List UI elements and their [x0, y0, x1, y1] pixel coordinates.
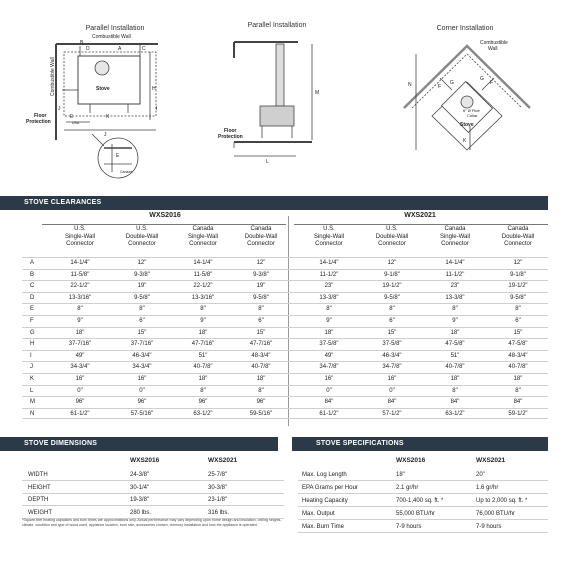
table-row	[298, 482, 548, 494]
table-row	[22, 373, 548, 385]
svg-text:Wall: Wall	[488, 46, 498, 52]
row-label: E	[30, 306, 35, 313]
row-label: DEPTH	[28, 497, 49, 503]
table-cell: 34-3/4"	[70, 364, 90, 371]
table-cell: 40-7/8"	[445, 364, 465, 371]
svg-text:G: G	[480, 76, 484, 82]
table-cell: 96"	[198, 399, 208, 406]
table-row	[22, 396, 548, 408]
col-header-canada-single: Canada Single-Wall Connector	[439, 226, 471, 248]
table-row	[22, 494, 284, 506]
row-label: A	[30, 260, 35, 266]
table-cell: 13-3/16"	[191, 294, 215, 301]
table-cell: 30-3/8"	[208, 484, 228, 491]
table-cell: 37-5/8"	[382, 341, 402, 348]
row-label: I	[30, 352, 32, 359]
table-cell: 84"	[450, 399, 460, 406]
table-cell: 40-7/8"	[193, 364, 213, 371]
svg-text:Combustible: Combustible	[480, 40, 508, 46]
table-cell: 8"	[389, 306, 395, 313]
table-cell: 51"	[450, 352, 460, 359]
table-cell: 48-3/4"	[508, 352, 528, 359]
table-cell: 8"	[200, 306, 206, 313]
table-cell: 84"	[324, 399, 334, 406]
svg-text:Combustible Wall: Combustible Wall	[92, 34, 131, 40]
table-row	[298, 469, 548, 481]
table-cell: 9-3/8"	[134, 271, 150, 278]
svg-text:E: E	[116, 153, 120, 159]
table-cell: 12"	[256, 260, 266, 266]
svg-text:Stove: Stove	[460, 122, 474, 128]
table-cell: 19-1/2"	[508, 283, 528, 290]
diagram-title-parallel-2: Parallel Installation	[247, 22, 307, 29]
table-cell: 8"	[77, 306, 83, 313]
table-cell: 16"	[75, 375, 85, 382]
table-cell: 19-1/2"	[382, 283, 402, 290]
table-cell: 23"	[450, 283, 460, 290]
table-cell: 49"	[75, 352, 85, 359]
row-label: B	[30, 271, 35, 278]
table-cell: 24-3/8"	[130, 472, 150, 478]
table-cell: 9-1/8"	[510, 271, 526, 278]
table-cell: 18"	[198, 329, 208, 336]
table-cell: 34-7/8"	[319, 364, 339, 371]
dimensions-model-wxs2016: WXS2016	[130, 457, 160, 464]
table-cell: 9-5/8"	[510, 294, 526, 301]
svg-text:N: N	[408, 82, 412, 88]
row-label: K	[30, 375, 35, 382]
table-cell: 8"	[258, 387, 264, 394]
model-label-wxs2016: WXS2016	[149, 212, 181, 219]
table-row	[22, 361, 548, 373]
table-row	[22, 338, 548, 350]
row-label: Heating Capacity	[302, 498, 348, 504]
table-cell: 59-1/2"	[508, 410, 528, 417]
table-row	[22, 350, 548, 362]
svg-text:J: J	[58, 106, 61, 112]
table-cell: 7-9 hours	[396, 524, 422, 530]
table-cell: 0"	[139, 387, 145, 394]
row-label: EPA Grams per Hour	[302, 485, 358, 491]
table-cell: 37-7/16"	[130, 341, 154, 348]
table-cell: 19-3/8"	[130, 497, 150, 503]
table-cell: 2.1 gr/hr	[396, 485, 419, 491]
table-cell: 1.6 gr/hr	[476, 485, 499, 491]
svg-text:Canada: Canada	[120, 170, 133, 174]
table-cell: 57-1/2"	[382, 410, 402, 417]
table-cell: 47-7/16"	[191, 341, 215, 348]
diagram-drawings	[0, 0, 570, 192]
table-cell: 9-1/8"	[384, 271, 400, 278]
table-row	[22, 507, 284, 519]
table-cell: 8"	[452, 306, 458, 313]
table-cell: 12"	[513, 260, 523, 266]
svg-text:USA: USA	[72, 121, 80, 125]
svg-text:6" Ø Flue: 6" Ø Flue	[463, 108, 480, 113]
table-cell: 8"	[515, 306, 521, 313]
table-cell: 8"	[200, 387, 206, 394]
svg-text:Protection: Protection	[26, 119, 51, 125]
table-cell: 63-1/2"	[445, 410, 465, 417]
row-label: N	[30, 410, 35, 417]
table-cell: 34-3/4"	[132, 364, 152, 371]
table-cell: 19"	[137, 283, 147, 290]
table-cell: 46-3/4"	[382, 352, 402, 359]
table-cell: 37-7/16"	[68, 341, 92, 348]
table-cell: 9-5/8"	[134, 294, 150, 301]
svg-text:B: B	[80, 40, 84, 46]
table-cell: 22-1/2"	[193, 283, 213, 290]
table-cell: 18"	[450, 329, 460, 336]
table-cell: 61-1/2"	[70, 410, 90, 417]
table-cell: 18"	[256, 375, 266, 382]
svg-text:J: J	[104, 132, 107, 138]
col-header-us-double: U.S. Double-Wall Connector	[375, 226, 409, 248]
row-label: WEIGHT	[28, 509, 52, 516]
table-cell: 15"	[256, 329, 266, 336]
col-header-us-double: U.S. Double-Wall Connector	[125, 226, 159, 248]
table-cell: 0"	[326, 387, 332, 394]
table-cell: 22-1/2"	[70, 283, 90, 290]
table-cell: 11-5/8"	[193, 271, 213, 278]
table-cell: 280 lbs.	[130, 509, 152, 516]
row-label: D	[30, 294, 35, 301]
group-divider	[42, 224, 286, 225]
table-cell: 8"	[515, 387, 521, 394]
table-cell: 84"	[387, 399, 397, 406]
row-label: F	[30, 317, 34, 324]
table-cell: 0"	[77, 387, 83, 394]
table-cell: 11-5/8"	[70, 271, 90, 278]
table-cell: 0"	[389, 387, 395, 394]
table-cell: 8"	[139, 306, 145, 313]
table-row	[22, 303, 548, 315]
table-cell: 76,000 BTU/hr	[476, 511, 516, 517]
table-row	[22, 269, 548, 281]
model-label-wxs2021: WXS2021	[404, 212, 436, 219]
table-row	[22, 469, 284, 481]
table-row	[298, 508, 548, 520]
table-cell: 63-1/2"	[193, 410, 213, 417]
specifications-model-wxs2021: WXS2021	[476, 457, 506, 464]
table-cell: 8"	[258, 306, 264, 313]
table-cell: 37-5/8"	[319, 341, 339, 348]
table-cell: 9-3/8"	[253, 271, 269, 278]
table-cell: Up to 2,000 sq. ft. *	[476, 498, 528, 504]
specifications-table	[298, 457, 548, 532]
table-cell: 96"	[75, 399, 85, 406]
svg-text:K: K	[463, 138, 467, 144]
table-cell: 48-3/4"	[251, 352, 271, 359]
row-label: Max. Output	[302, 511, 335, 517]
svg-text:Stove: Stove	[96, 86, 110, 92]
table-cell: 18"	[198, 375, 208, 382]
diagram-title-corner: Corner Installation	[436, 25, 494, 32]
table-row	[22, 327, 548, 339]
table-cell: 47-7/16"	[249, 341, 273, 348]
table-cell: 30-1/4"	[130, 484, 150, 491]
table-cell: 47-5/8"	[445, 341, 465, 348]
dimensions-model-wxs2021: WXS2021	[208, 457, 238, 464]
table-cell: 9"	[326, 317, 332, 324]
left-diagram	[56, 44, 158, 178]
table-cell: 9"	[452, 317, 458, 324]
row-label: HEIGHT	[28, 484, 51, 491]
col-header-us-single: U.S. Single-Wall Connector	[313, 226, 345, 248]
table-cell: 12"	[387, 260, 397, 266]
table-row	[22, 408, 548, 420]
svg-text:Floor: Floor	[224, 128, 237, 134]
table-cell: 7-9 hours	[476, 524, 502, 530]
table-cell: 14-1/4"	[70, 260, 90, 266]
svg-text:D: D	[86, 46, 90, 52]
row-label: H	[30, 341, 35, 348]
svg-text:I: I	[156, 106, 158, 112]
table-cell: 15"	[137, 329, 147, 336]
group-divider	[294, 224, 548, 225]
row-label: J	[30, 364, 33, 371]
table-cell: 96"	[256, 399, 266, 406]
row-label: M	[30, 399, 35, 406]
table-row	[298, 521, 548, 533]
table-cell: 18"	[513, 375, 523, 382]
table-cell: 12"	[137, 260, 147, 266]
table-cell: 18"	[450, 375, 460, 382]
dimensions-table	[22, 457, 284, 517]
clearances-header-bar: STOVE CLEARANCES	[0, 196, 548, 210]
svg-text:F: F	[438, 84, 442, 90]
table-cell: 8"	[326, 306, 332, 313]
table-cell: 25-7/8"	[208, 472, 228, 478]
table-cell: 51"	[198, 352, 208, 359]
specifications-header-bar: STOVE SPECIFICATIONS	[292, 437, 548, 451]
specifications-model-wxs2016: WXS2016	[396, 457, 426, 464]
table-cell: 6"	[515, 317, 521, 324]
svg-text:H: H	[152, 86, 156, 92]
table-cell: 18"	[396, 472, 405, 478]
table-cell: 9"	[200, 317, 206, 324]
table-cell: 23"	[324, 283, 334, 290]
table-cell: 61-1/2"	[319, 410, 339, 417]
table-cell: 316 lbs.	[208, 509, 230, 516]
table-cell: 9-5/8"	[253, 294, 269, 301]
table-cell: 16"	[324, 375, 334, 382]
svg-text:Floor: Floor	[34, 113, 47, 119]
table-cell: 40-7/8"	[508, 364, 528, 371]
table-cell: 9"	[77, 317, 83, 324]
table-cell: 11-1/2"	[319, 271, 339, 278]
row-label: Max. Log Length	[302, 472, 347, 478]
svg-text:L: L	[266, 159, 269, 165]
table-cell: 13-3/8"	[445, 294, 465, 301]
col-header-us-single: U.S. Single-Wall Connector	[64, 226, 96, 248]
svg-text:A: A	[118, 46, 122, 52]
table-cell: 59-5/16"	[249, 410, 273, 417]
table-row	[22, 292, 548, 304]
table-cell: 8"	[452, 387, 458, 394]
table-cell: 14-1/4"	[319, 260, 339, 266]
svg-text:E: E	[70, 114, 74, 120]
table-cell: 46-3/4"	[132, 352, 152, 359]
table-cell: 700-1,400 sq. ft. *	[396, 498, 444, 504]
svg-text:Collar: Collar	[467, 113, 478, 118]
table-cell: 18"	[324, 329, 334, 336]
svg-text:F: F	[490, 80, 494, 86]
table-cell: 11-1/2"	[445, 271, 465, 278]
table-cell: 18"	[75, 329, 85, 336]
table-cell: 6"	[389, 317, 395, 324]
table-cell: 9-5/8"	[384, 294, 400, 301]
table-cell: 14-1/4"	[193, 260, 213, 266]
table-cell: 84"	[513, 399, 523, 406]
row-label: Max. Burn Time	[302, 524, 345, 530]
col-header-canada-double: Canada Double-Wall Connector	[501, 226, 535, 248]
table-cell: 13-3/8"	[319, 294, 339, 301]
table-row	[298, 495, 548, 507]
table-cell: 34-7/8"	[382, 364, 402, 371]
table-cell: 13-3/16"	[68, 294, 92, 301]
row-label: G	[30, 329, 35, 336]
table-cell: 23-1/8"	[208, 497, 228, 503]
table-row	[22, 385, 548, 397]
table-row	[22, 257, 548, 269]
table-cell: 19"	[256, 283, 266, 290]
svg-text:Protection: Protection	[218, 134, 243, 140]
svg-text:Combustible Wall: Combustible Wall	[50, 57, 56, 96]
svg-text:C: C	[142, 46, 146, 52]
table-row	[22, 315, 548, 327]
table-cell: 49"	[324, 352, 334, 359]
clearances-rows	[22, 257, 548, 419]
footnote: *Square-feet heating capacities and burn times are approximations only. Actual performance may vary depending upon home design and insulation, ceiling heights, climate, condition and type of wood used, appliance location, burn rate, accessories chosen, chimney installation and how the appliance is operated.	[22, 518, 282, 527]
table-cell: 15"	[513, 329, 523, 336]
row-label: C	[30, 283, 35, 290]
table-cell: 55,000 BTU/hr	[396, 511, 436, 517]
table-cell: 20"	[476, 472, 485, 478]
table-cell: 57-5/16"	[130, 410, 154, 417]
col-header-canada-single: Canada Single-Wall Connector	[187, 226, 219, 248]
svg-text:M: M	[315, 90, 320, 96]
row-label: WIDTH	[28, 472, 48, 478]
table-cell: 14-1/4"	[445, 260, 465, 266]
table-cell: 96"	[137, 399, 147, 406]
col-header-canada-double: Canada Double-Wall Connector	[244, 226, 278, 248]
middle-diagram	[234, 42, 312, 156]
table-cell: 40-7/8"	[251, 364, 271, 371]
table-cell: 6"	[139, 317, 145, 324]
row-label: L	[30, 387, 34, 394]
dimensions-header-bar: STOVE DIMENSIONS	[0, 437, 278, 451]
table-cell: 6"	[258, 317, 264, 324]
table-row	[22, 280, 548, 292]
table-cell: 15"	[387, 329, 397, 336]
right-diagram	[404, 46, 530, 150]
table-row	[22, 482, 284, 494]
table-cell: 16"	[387, 375, 397, 382]
svg-text:G: G	[450, 80, 454, 86]
table-cell: 16"	[137, 375, 147, 382]
diagram-title-parallel-1: Parallel Installation	[85, 25, 145, 32]
installation-diagrams	[0, 0, 570, 192]
table-cell: 47-5/8"	[508, 341, 528, 348]
svg-text:K: K	[106, 114, 110, 120]
